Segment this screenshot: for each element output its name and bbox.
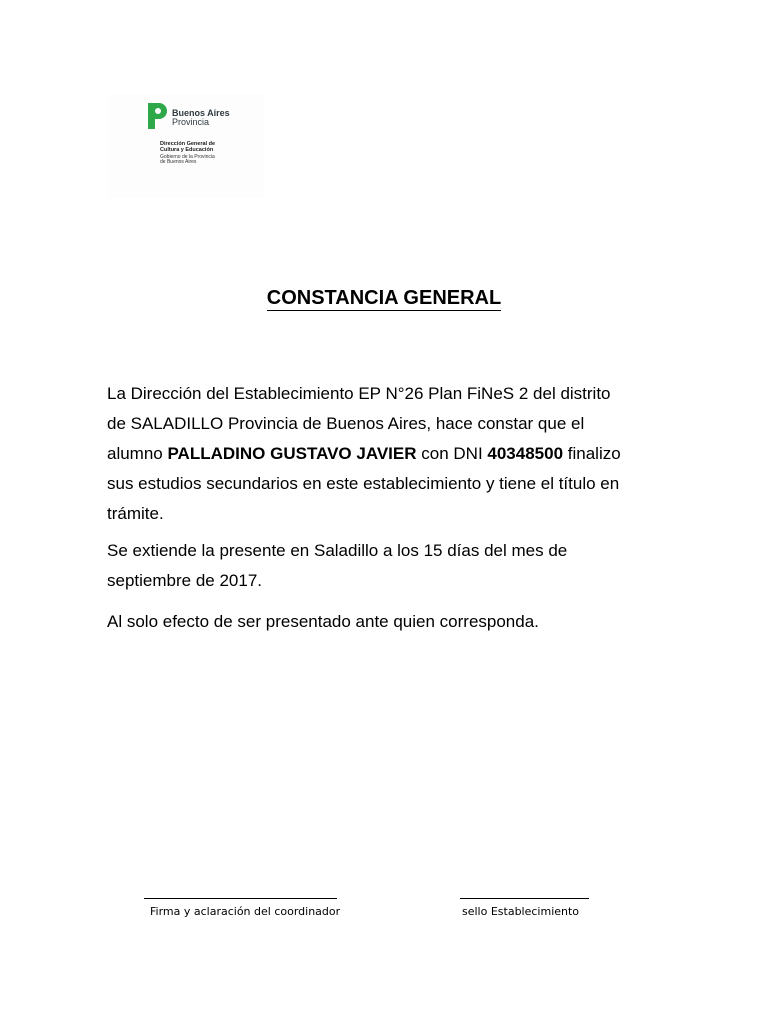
paragraph-line: trámite. xyxy=(107,504,164,523)
logo-government-line-1: Gobierno de la Provincia xyxy=(160,154,215,160)
certificate-paragraph xyxy=(107,379,682,529)
institution-logo xyxy=(108,94,264,198)
student-name: PALLADINO GUSTAVO JAVIER xyxy=(167,444,417,463)
stamp-signature-label: sello Establecimiento xyxy=(462,905,580,918)
paragraph-line-student xyxy=(107,439,682,469)
stamp-signature-line xyxy=(460,898,589,899)
text-fragment: con DNI xyxy=(416,444,488,463)
paragraph-line: septiembre de 2017. xyxy=(107,571,262,590)
paragraph-line: Se extiende la presente en Saladillo a los 15 días del mes de xyxy=(107,541,568,560)
logo-brand-subtitle: Provincia xyxy=(172,117,210,127)
coordinator-signature-label: Firma y aclaración del coordinador xyxy=(150,905,341,918)
logo-government-line-2: de Buenos Aires xyxy=(160,159,197,165)
issue-date-paragraph xyxy=(107,536,682,596)
text-fragment: alumno xyxy=(107,444,168,463)
text-fragment: finalizo xyxy=(563,444,621,463)
logo-brand-name: Buenos Aires xyxy=(172,108,230,118)
logo-department-line-1: Dirección General de xyxy=(160,141,216,147)
document-title-text: CONSTANCIA GENERAL xyxy=(266,287,502,309)
purpose-paragraph xyxy=(107,607,682,637)
document-title xyxy=(0,286,768,310)
paragraph-line: La Dirección del Establecimiento EP N°26 Plan FiNeS 2 del distrito xyxy=(107,384,611,403)
paragraph-line: de SALADILLO Provincia de Buenos Aires, hace constar que el xyxy=(107,414,585,433)
paragraph-line: Al solo efecto de ser presentado ante quien corresponda. xyxy=(107,612,539,631)
paragraph-line: sus estudios secundarios en este establecimiento y tiene el título en xyxy=(107,474,620,493)
coordinator-signature-line xyxy=(144,898,337,899)
logo-department-line-2: Cultura y Educación xyxy=(160,147,214,153)
buenos-aires-logo-icon xyxy=(148,103,168,129)
student-dni: 40348500 xyxy=(487,444,564,463)
